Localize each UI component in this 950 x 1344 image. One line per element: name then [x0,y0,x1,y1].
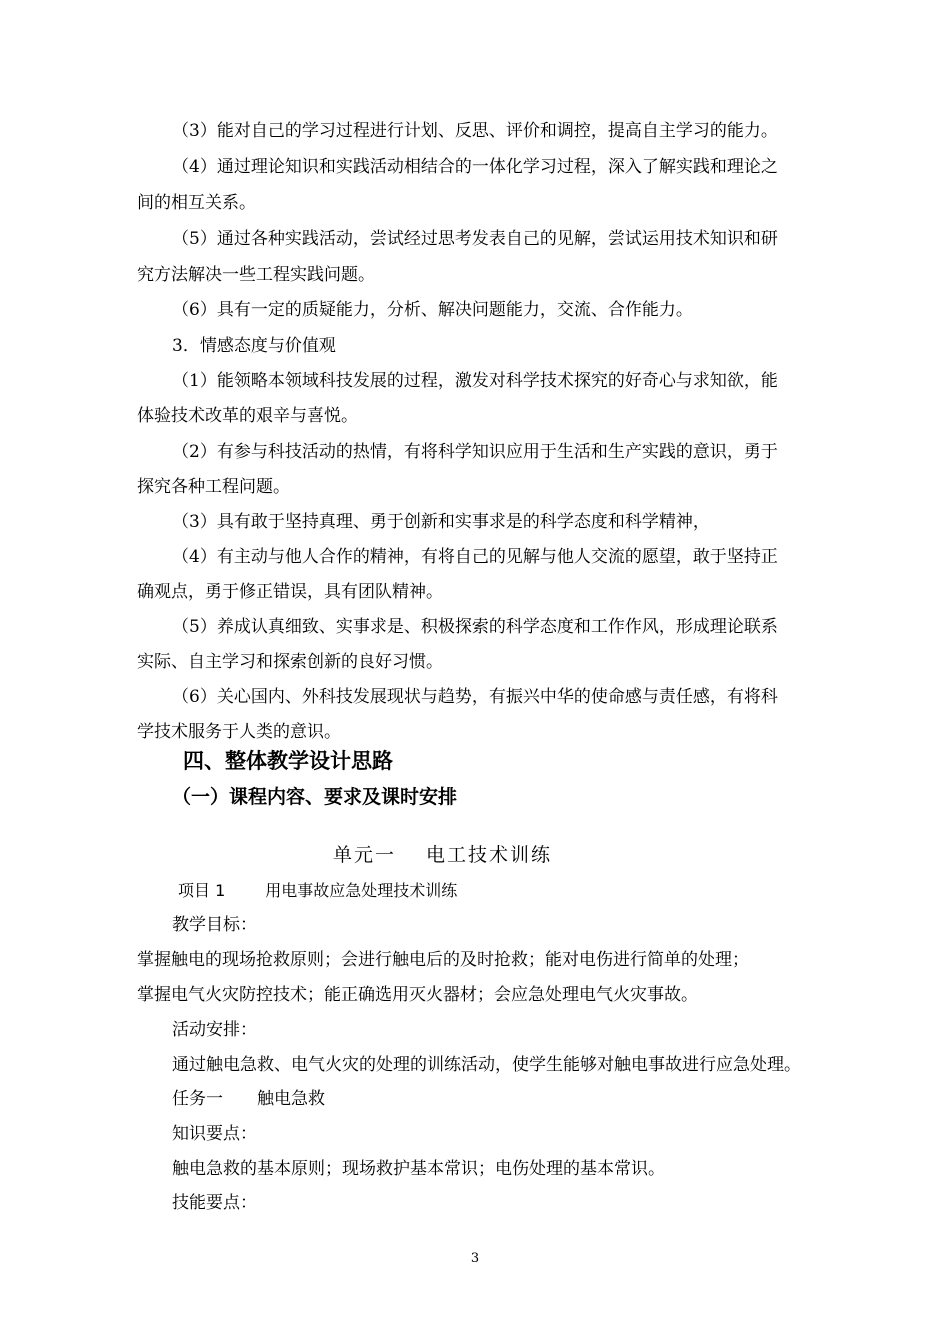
paragraph-line: （6）关心国内、外科技发展现状与趋势，有振兴中华的使命感与责任感，有将科 [172,687,778,707]
section-subheading: （一）课程内容、要求及课时安排 [172,786,458,808]
paragraph-line: 间的相互关系。 [137,193,256,213]
paragraph-line: 实际、自主学习和探索创新的良好习惯。 [137,652,443,672]
goal-label: 教学目标： [172,915,257,935]
paragraph-line: 探究各种工程问题。 [137,477,290,497]
project-label: 项目 1 [178,881,226,900]
paragraph-line: （5）养成认真细致、实事求是、积极探索的科学态度和工作作风，形成理论联系 [172,617,778,637]
unit-label: 单元一 [333,844,397,866]
task-name: 触电急救 [257,1089,325,1109]
paragraph-line: （2）有参与科技活动的热情，有将科学知识应用于生活和生产实践的意识，勇于 [172,442,778,462]
paragraph-line: 学技术服务于人类的意识。 [137,722,341,742]
task-label: 任务一 [172,1089,223,1109]
subsection-heading: 3．情感态度与价值观 [172,336,336,356]
paragraph-line: 体验技术改革的艰辛与喜悦。 [137,406,358,426]
activity-label: 活动安排： [172,1020,257,1040]
paragraph-line: 通过触电急救、电气火灾的处理的训练活动，使学生能够对触电事故进行应急处理。 [172,1055,801,1075]
paragraph-line: （5）通过各种实践活动，尝试经过思考发表自己的见解，尝试运用技术知识和研 [172,229,778,249]
page-number: 3 [470,1251,480,1266]
paragraph-line: 掌握电气火灾防控技术；能正确选用灭火器材；会应急处理电气火灾事故。 [137,985,698,1005]
paragraph-line: 究方法解决一些工程实践问题。 [137,265,375,285]
unit-title [333,844,552,866]
paragraph-line: 确观点，勇于修正错误，具有团队精神。 [137,582,443,602]
paragraph-line: （4）通过理论知识和实践活动相结合的一体化学习过程，深入了解实践和理论之 [172,157,778,177]
paragraph-line: 掌握触电的现场抢救原则；会进行触电后的及时抢救；能对电伤进行简单的处理； [137,950,749,970]
paragraph-line: （4）有主动与他人合作的精神，有将自己的见解与他人交流的愿望，敢于坚持正 [172,547,778,567]
task-title [172,1088,325,1110]
project-name: 用电事故应急处理技术训练 [265,881,458,900]
paragraph-line: （3）能对自己的学习过程进行计划、反思、评价和调控，提高自主学习的能力。 [172,121,778,141]
section-heading: 四、整体教学设计思路 [183,749,393,773]
paragraph-line: （6）具有一定的质疑能力，分析、解决问题能力，交流、合作能力。 [172,300,693,320]
project-title [178,880,457,902]
unit-name: 电工技术训练 [426,844,553,866]
knowledge-label: 知识要点： [172,1124,257,1144]
skill-label: 技能要点： [172,1193,257,1213]
paragraph-line: 触电急救的基本原则；现场救护基本常识；电伤处理的基本常识。 [172,1159,665,1179]
paragraph-line: （3）具有敢于坚持真理、勇于创新和实事求是的科学态度和科学精神， [172,512,710,532]
paragraph-line: （1）能领略本领域科技发展的过程，激发对科学技术探究的好奇心与求知欲，能 [172,371,778,391]
